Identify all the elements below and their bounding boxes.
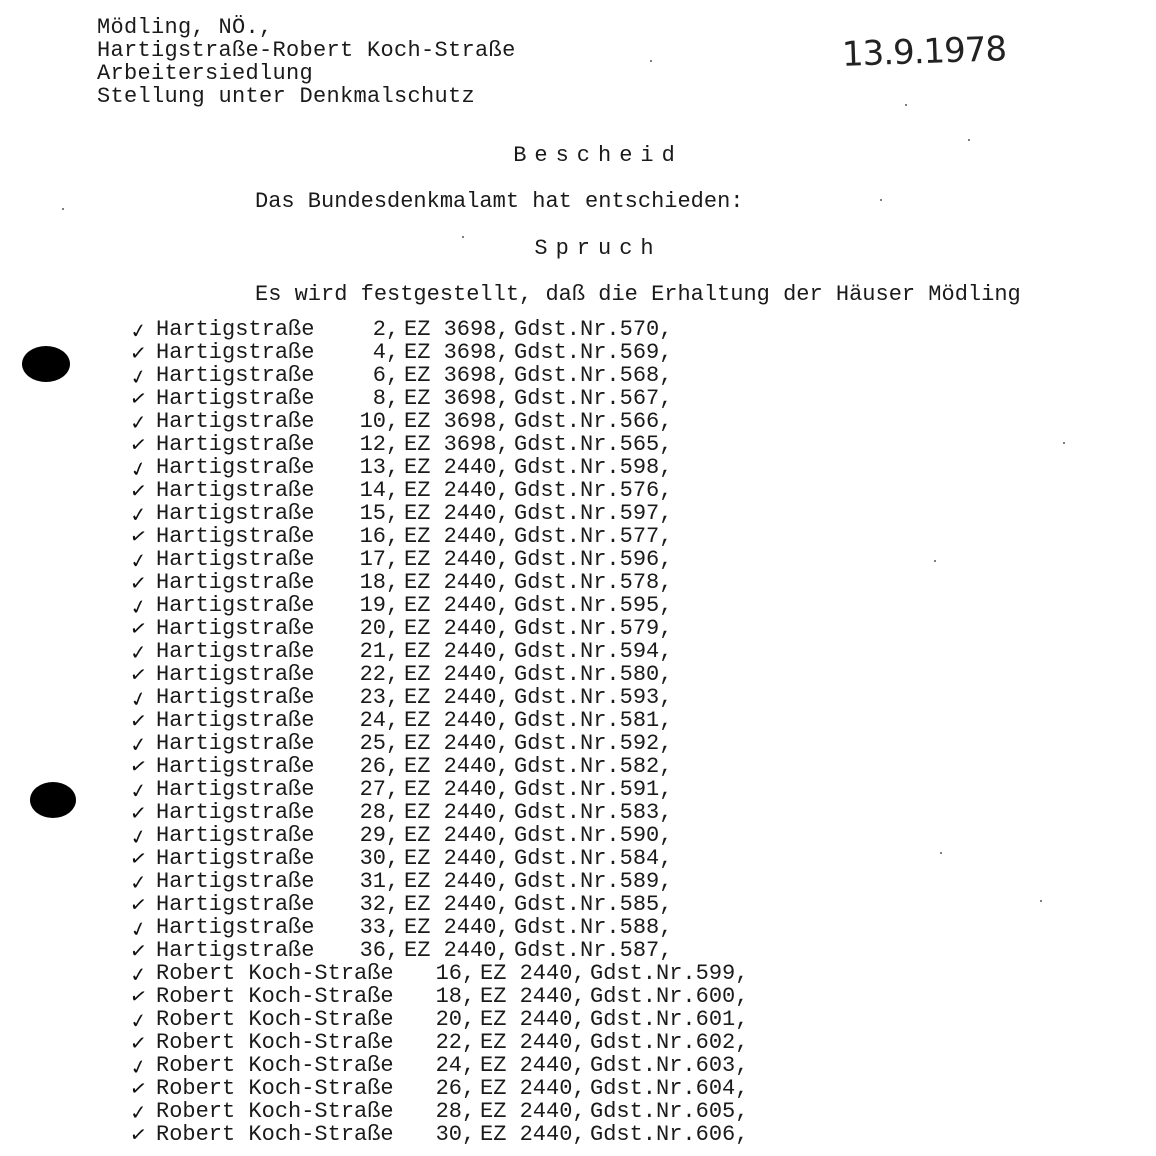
house-ez: EZ 2440,	[480, 1099, 586, 1124]
house-list-item	[0, 844, 1156, 872]
checkmark-icon: ✓	[129, 869, 148, 895]
scan-speck	[880, 199, 882, 201]
house-number-separator: ,	[462, 1030, 476, 1055]
header-location: Mödling, NÖ.,	[97, 15, 273, 40]
house-number-separator: ,	[386, 501, 400, 526]
house-gdst: Gdst.Nr.603,	[590, 1053, 749, 1078]
house-number-separator: ,	[386, 685, 400, 710]
house-ez: EZ 2440,	[404, 869, 510, 894]
house-list-item	[0, 479, 1156, 502]
checkmark-icon: ✓	[127, 593, 150, 621]
house-list	[0, 318, 1156, 1146]
checkmark-icon: ✓	[129, 800, 148, 826]
house-number-separator: ,	[386, 432, 400, 457]
house-number: 26	[435, 1076, 462, 1101]
house-list-item	[0, 870, 1156, 893]
checkmark-icon: ✓	[129, 409, 148, 435]
house-gdst: Gdst.Nr.578,	[514, 570, 673, 595]
house-list-item	[0, 455, 1156, 483]
house-street: Hartigstraße	[156, 570, 315, 595]
house-street: Hartigstraße	[156, 547, 315, 572]
checkmark-icon: ✓	[128, 384, 149, 412]
checkmark-icon: ✓	[127, 1053, 150, 1081]
house-street: Hartigstraße	[156, 386, 315, 411]
house-list-item	[0, 801, 1156, 824]
scan-speck	[62, 208, 64, 210]
house-list-item	[0, 663, 1156, 686]
checkmark-icon: ✓	[128, 661, 149, 688]
house-gdst: Gdst.Nr.570,	[514, 317, 673, 342]
house-number: 2	[372, 317, 386, 342]
house-number-separator: ,	[386, 409, 400, 434]
house-ez: EZ 2440,	[404, 547, 510, 572]
house-ez: EZ 2440,	[404, 892, 510, 917]
house-number: 21	[359, 639, 386, 664]
house-ez: EZ 2440,	[404, 524, 510, 549]
house-number-separator: ,	[386, 662, 400, 687]
house-number-separator: ,	[386, 616, 400, 641]
house-number: 22	[359, 662, 386, 687]
house-ez: EZ 2440,	[480, 1030, 586, 1055]
ruling-text: Es wird festgestellt, daß die Erhaltung der Häuser Mödling	[255, 282, 1021, 307]
house-list-item	[0, 501, 1156, 528]
handwritten-date: 13.9.1978	[841, 29, 1007, 75]
checkmark-icon: ✓	[128, 477, 148, 504]
house-number: 16	[359, 524, 386, 549]
house-number: 14	[359, 478, 386, 503]
house-gdst: Gdst.Nr.589,	[514, 869, 673, 894]
house-list-item	[0, 961, 1156, 988]
house-gdst: Gdst.Nr.598,	[514, 455, 673, 480]
house-number-separator: ,	[462, 1007, 476, 1032]
house-number-separator: ,	[386, 593, 400, 618]
house-list-item	[0, 1100, 1156, 1123]
house-number: 4	[372, 340, 386, 365]
checkmark-icon: ✓	[129, 1030, 148, 1056]
house-number: 23	[359, 685, 386, 710]
house-list-item	[0, 1074, 1156, 1102]
house-street: Hartigstraße	[156, 662, 315, 687]
house-ez: EZ 2440,	[404, 593, 510, 618]
house-number: 24	[359, 708, 386, 733]
house-gdst: Gdst.Nr.599,	[590, 961, 749, 986]
house-list-item	[0, 571, 1156, 594]
scan-speck	[968, 139, 970, 141]
house-number-separator: ,	[386, 869, 400, 894]
house-number-separator: ,	[386, 340, 400, 365]
house-ez: EZ 2440,	[404, 478, 510, 503]
house-number: 33	[359, 915, 386, 940]
house-list-item	[0, 384, 1156, 412]
house-list-item	[0, 1053, 1156, 1081]
house-ez: EZ 3698,	[404, 317, 510, 342]
house-gdst: Gdst.Nr.592,	[514, 731, 673, 756]
house-number: 32	[359, 892, 386, 917]
house-gdst: Gdst.Nr.569,	[514, 340, 673, 365]
checkmark-icon: ✓	[127, 752, 150, 780]
house-ez: EZ 3698,	[404, 340, 510, 365]
house-street: Hartigstraße	[156, 915, 315, 940]
house-ez: EZ 2440,	[404, 800, 510, 825]
house-street: Robert Koch-Straße	[156, 1076, 394, 1101]
house-gdst: Gdst.Nr.593,	[514, 685, 673, 710]
house-gdst: Gdst.Nr.582,	[514, 754, 673, 779]
house-list-item	[0, 410, 1156, 433]
house-gdst: Gdst.Nr.596,	[514, 547, 673, 572]
checkmark-icon: ✓	[128, 961, 148, 988]
checkmark-icon: ✓	[128, 1007, 149, 1034]
house-number: 18	[435, 984, 462, 1009]
house-number: 30	[435, 1122, 462, 1147]
house-ez: EZ 2440,	[404, 938, 510, 963]
house-street: Hartigstraße	[156, 478, 315, 503]
checkmark-icon: ✓	[127, 685, 150, 713]
house-number-separator: ,	[386, 386, 400, 411]
house-number: 13	[359, 455, 386, 480]
house-list-item	[0, 433, 1156, 456]
house-gdst: Gdst.Nr.591,	[514, 777, 673, 802]
checkmark-icon: ✓	[128, 1121, 149, 1148]
house-gdst: Gdst.Nr.585,	[514, 892, 673, 917]
house-gdst: Gdst.Nr.565,	[514, 432, 673, 457]
house-number-separator: ,	[386, 478, 400, 503]
house-street: Robert Koch-Straße	[156, 1099, 394, 1124]
house-list-item	[0, 731, 1156, 758]
house-street: Hartigstraße	[156, 869, 315, 894]
house-number-separator: ,	[462, 961, 476, 986]
checkmark-icon: ✓	[128, 547, 149, 574]
house-number: 28	[359, 800, 386, 825]
house-gdst: Gdst.Nr.604,	[590, 1076, 749, 1101]
house-ez: EZ 2440,	[480, 1007, 586, 1032]
house-list-item	[0, 1007, 1156, 1034]
house-number-separator: ,	[386, 547, 400, 572]
house-ez: EZ 2440,	[480, 1053, 586, 1078]
house-ez: EZ 2440,	[404, 731, 510, 756]
scan-speck	[650, 60, 652, 62]
house-list-item	[0, 1123, 1156, 1146]
scan-speck	[940, 852, 942, 854]
house-street: Hartigstraße	[156, 593, 315, 618]
house-street: Hartigstraße	[156, 409, 315, 434]
checkmark-icon: ✓	[127, 455, 150, 483]
house-ez: EZ 3698,	[404, 386, 510, 411]
house-gdst: Gdst.Nr.577,	[514, 524, 673, 549]
house-gdst: Gdst.Nr.595,	[514, 593, 673, 618]
house-street: Hartigstraße	[156, 938, 315, 963]
house-street: Hartigstraße	[156, 708, 315, 733]
house-ez: EZ 2440,	[404, 639, 510, 664]
house-street: Hartigstraße	[156, 685, 315, 710]
house-street: Hartigstraße	[156, 639, 315, 664]
house-number: 8	[372, 386, 386, 411]
house-ez: EZ 2440,	[404, 570, 510, 595]
house-number: 26	[359, 754, 386, 779]
house-gdst: Gdst.Nr.581,	[514, 708, 673, 733]
house-street: Hartigstraße	[156, 363, 315, 388]
house-list-item	[0, 777, 1156, 804]
house-ez: EZ 3698,	[404, 363, 510, 388]
house-gdst: Gdst.Nr.584,	[514, 846, 673, 871]
house-number: 20	[435, 1007, 462, 1032]
house-gdst: Gdst.Nr.568,	[514, 363, 673, 388]
house-number: 15	[359, 501, 386, 526]
house-street: Hartigstraße	[156, 777, 315, 802]
house-street: Hartigstraße	[156, 731, 315, 756]
house-street: Robert Koch-Straße	[156, 984, 394, 1009]
house-street: Hartigstraße	[156, 892, 315, 917]
house-number-separator: ,	[386, 317, 400, 342]
house-list-item	[0, 1031, 1156, 1054]
checkmark-icon: ✓	[128, 937, 148, 964]
house-list-item	[0, 363, 1156, 391]
house-number: 17	[359, 547, 386, 572]
house-ez: EZ 2440,	[480, 961, 586, 986]
house-number-separator: ,	[462, 1122, 476, 1147]
header-streets: Hartigstraße-Robert Koch-Straße	[97, 38, 516, 63]
house-gdst: Gdst.Nr.590,	[514, 823, 673, 848]
scan-speck	[905, 104, 907, 106]
scan-speck	[462, 236, 464, 238]
checkmark-icon: ✓	[127, 823, 150, 851]
house-number-separator: ,	[386, 639, 400, 664]
house-gdst: Gdst.Nr.576,	[514, 478, 673, 503]
house-street: Robert Koch-Straße	[156, 961, 394, 986]
checkmark-icon: ✓	[128, 317, 149, 344]
house-gdst: Gdst.Nr.597,	[514, 501, 673, 526]
house-ez: EZ 2440,	[480, 1076, 586, 1101]
house-number: 12	[359, 432, 386, 457]
house-number-separator: ,	[386, 363, 400, 388]
house-number: 20	[359, 616, 386, 641]
house-ez: EZ 2440,	[404, 754, 510, 779]
house-number-separator: ,	[386, 892, 400, 917]
house-number-separator: ,	[386, 524, 400, 549]
house-street: Hartigstraße	[156, 616, 315, 641]
house-gdst: Gdst.Nr.566,	[514, 409, 673, 434]
house-street: Robert Koch-Straße	[156, 1122, 394, 1147]
house-number: 10	[359, 409, 386, 434]
house-street: Hartigstraße	[156, 524, 315, 549]
header-subject: Arbeitersiedlung	[97, 61, 314, 86]
checkmark-icon: ✓	[127, 522, 150, 550]
house-ez: EZ 2440,	[404, 662, 510, 687]
house-gdst: Gdst.Nr.588,	[514, 915, 673, 940]
house-number: 25	[359, 731, 386, 756]
house-number: 28	[435, 1099, 462, 1124]
house-number: 30	[359, 846, 386, 871]
house-street: Hartigstraße	[156, 846, 315, 871]
house-number-separator: ,	[462, 1053, 476, 1078]
house-number-separator: ,	[386, 455, 400, 480]
house-list-item	[0, 939, 1156, 962]
house-number-separator: ,	[386, 708, 400, 733]
house-number-separator: ,	[462, 1076, 476, 1101]
house-gdst: Gdst.Nr.602,	[590, 1030, 749, 1055]
house-ez: EZ 2440,	[480, 984, 586, 1009]
house-ez: EZ 2440,	[480, 1122, 586, 1147]
house-number: 19	[359, 593, 386, 618]
house-number-separator: ,	[386, 846, 400, 871]
house-number: 18	[359, 570, 386, 595]
house-ez: EZ 2440,	[404, 455, 510, 480]
house-number: 24	[435, 1053, 462, 1078]
house-ez: EZ 2440,	[404, 777, 510, 802]
house-list-item	[0, 685, 1156, 713]
house-list-item	[0, 915, 1156, 943]
house-number: 36	[359, 938, 386, 963]
house-street: Hartigstraße	[156, 501, 315, 526]
house-number-separator: ,	[386, 800, 400, 825]
checkmark-icon: ✓	[128, 431, 149, 458]
house-list-item	[0, 593, 1156, 621]
house-list-item	[0, 317, 1156, 344]
house-number: 6	[372, 363, 386, 388]
checkmark-icon: ✓	[128, 501, 148, 528]
house-ez: EZ 2440,	[404, 915, 510, 940]
house-number-separator: ,	[386, 731, 400, 756]
house-ez: EZ 2440,	[404, 846, 510, 871]
scan-speck	[934, 560, 936, 562]
house-street: Hartigstraße	[156, 455, 315, 480]
house-gdst: Gdst.Nr.600,	[590, 984, 749, 1009]
house-street: Robert Koch-Straße	[156, 1053, 394, 1078]
house-gdst: Gdst.Nr.579,	[514, 616, 673, 641]
house-list-item	[0, 752, 1156, 780]
house-list-item	[0, 823, 1156, 851]
house-ez: EZ 2440,	[404, 616, 510, 641]
checkmark-icon: ✓	[129, 570, 148, 596]
title-spruch: Spruch	[534, 236, 662, 261]
house-gdst: Gdst.Nr.567,	[514, 386, 673, 411]
house-ez: EZ 2440,	[404, 685, 510, 710]
checkmark-icon: ✓	[129, 340, 148, 366]
scan-speck	[1040, 900, 1042, 902]
punch-hole-mark	[22, 346, 70, 382]
house-list-item	[0, 640, 1156, 663]
house-street: Hartigstraße	[156, 823, 315, 848]
house-number-separator: ,	[462, 1099, 476, 1124]
house-gdst: Gdst.Nr.583,	[514, 800, 673, 825]
house-number-separator: ,	[386, 823, 400, 848]
house-number: 29	[359, 823, 386, 848]
house-ez: EZ 3698,	[404, 409, 510, 434]
checkmark-icon: ✓	[128, 1074, 149, 1102]
house-street: Hartigstraße	[156, 432, 315, 457]
house-number: 27	[359, 777, 386, 802]
house-number-separator: ,	[386, 938, 400, 963]
house-street: Hartigstraße	[156, 317, 315, 342]
house-number-separator: ,	[386, 915, 400, 940]
checkmark-icon: ✓	[127, 915, 150, 943]
house-gdst: Gdst.Nr.601,	[590, 1007, 749, 1032]
checkmark-icon: ✓	[129, 639, 148, 665]
intro-statement: Das Bundesdenkmalamt hat entschieden:	[255, 189, 744, 214]
house-list-item	[0, 709, 1156, 732]
house-ez: EZ 2440,	[404, 708, 510, 733]
house-number: 16	[435, 961, 462, 986]
checkmark-icon: ✓	[127, 363, 150, 391]
house-ez: EZ 2440,	[404, 501, 510, 526]
checkmark-icon: ✓	[128, 844, 149, 872]
house-ez: EZ 3698,	[404, 432, 510, 457]
house-number: 22	[435, 1030, 462, 1055]
house-street: Robert Koch-Straße	[156, 1007, 394, 1032]
house-street: Robert Koch-Straße	[156, 1030, 394, 1055]
checkmark-icon: ✓	[128, 777, 149, 804]
checkmark-icon: ✓	[127, 982, 150, 1010]
house-gdst: Gdst.Nr.580,	[514, 662, 673, 687]
house-list-item	[0, 547, 1156, 574]
house-number-separator: ,	[462, 984, 476, 1009]
house-ez: EZ 2440,	[404, 823, 510, 848]
house-gdst: Gdst.Nr.587,	[514, 938, 673, 963]
document-header	[97, 16, 516, 108]
checkmark-icon: ✓	[128, 614, 149, 642]
checkmark-icon: ✓	[128, 707, 148, 734]
checkmark-icon: ✓	[129, 1099, 148, 1125]
checkmark-icon: ✓	[128, 731, 148, 758]
punch-hole-mark	[30, 782, 76, 818]
house-list-item	[0, 522, 1156, 550]
house-list-item	[0, 614, 1156, 642]
header-matter: Stellung unter Denkmalschutz	[97, 84, 476, 109]
house-gdst: Gdst.Nr.605,	[590, 1099, 749, 1124]
house-street: Hartigstraße	[156, 340, 315, 365]
house-street: Hartigstraße	[156, 754, 315, 779]
house-list-item	[0, 982, 1156, 1010]
house-list-item	[0, 893, 1156, 916]
checkmark-icon: ✓	[128, 891, 149, 918]
house-number: 31	[359, 869, 386, 894]
house-gdst: Gdst.Nr.594,	[514, 639, 673, 664]
house-gdst: Gdst.Nr.606,	[590, 1122, 749, 1147]
title-bescheid: Bescheid	[513, 143, 683, 168]
house-list-item	[0, 341, 1156, 364]
house-number-separator: ,	[386, 570, 400, 595]
house-street: Hartigstraße	[156, 800, 315, 825]
house-number-separator: ,	[386, 777, 400, 802]
house-number-separator: ,	[386, 754, 400, 779]
scan-speck	[1063, 442, 1065, 444]
